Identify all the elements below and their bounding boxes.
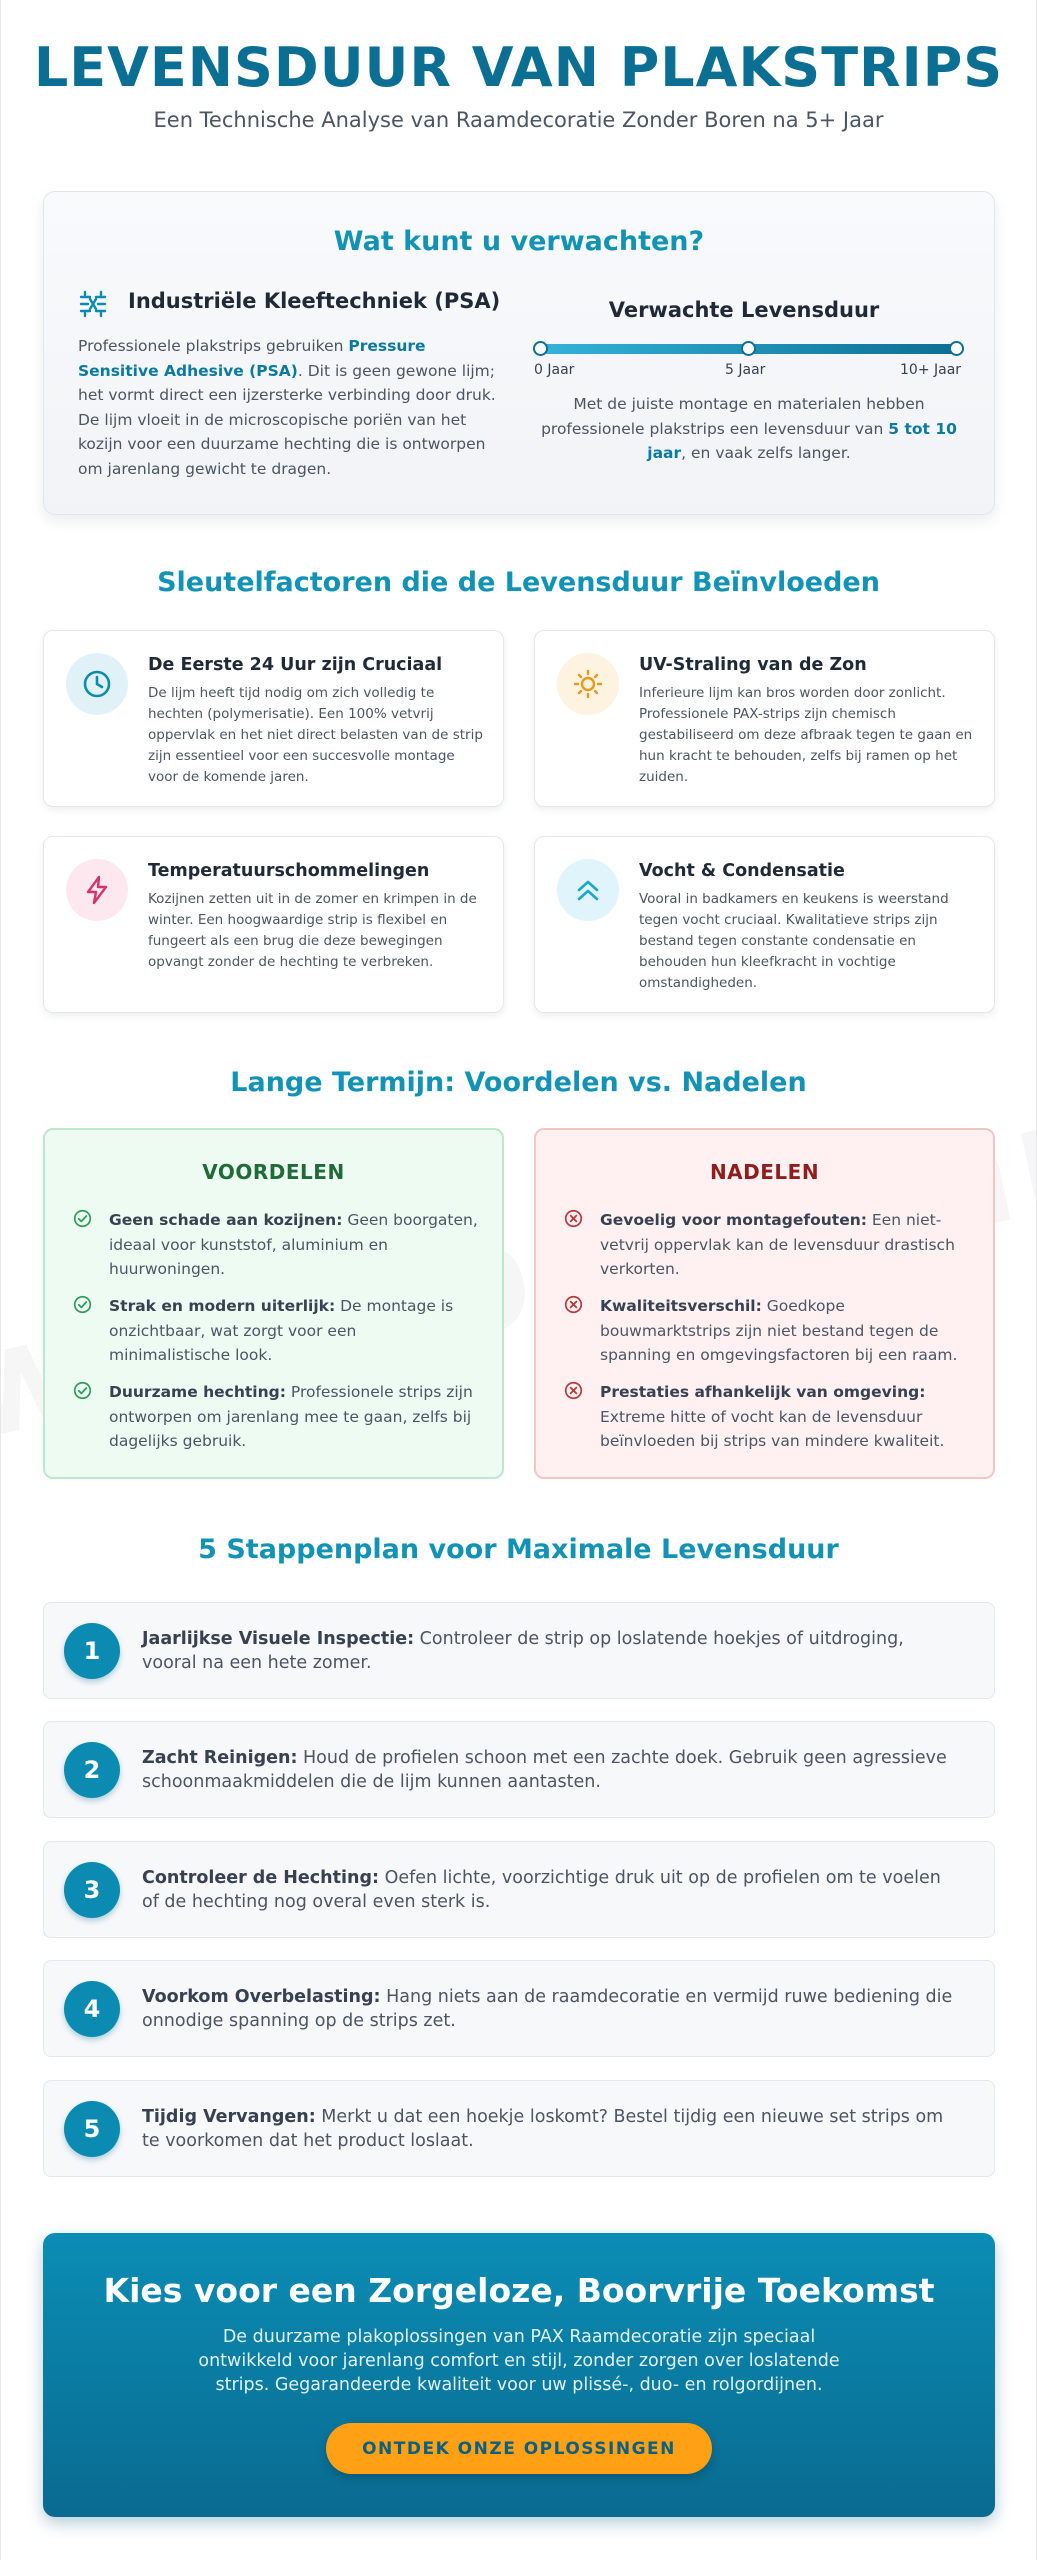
pros-box: VOORDELEN Geen schade aan kozijnen: Geen boorgaten, ideaal voor kunststof, aluminium en huurwoningen. Strak en modern uiterlijk: De montage is onzichtbaar, wat zorgt voor een minimalistische look. Duurzame hechting: Professionele strips zijn ontworpen om jarenlang mee te gaan, zelfs bij dagelijks gebruik. (43, 1128, 504, 1479)
lifespan-label-mid: 5 Jaar (725, 362, 766, 378)
pros-title: VOORDELEN (202, 1160, 345, 1184)
factor-card-uv (534, 630, 995, 807)
factors-title: Sleutelfactoren die de Levensduur Beïnvloeden (157, 567, 880, 598)
cons-box: NADELEN Gevoelig voor montagefouten: Een niet-vetvrij oppervlak kan de levensduur drastisch verkorten. Kwaliteitsverschil: Goedkope bouwmarktstrips zijn niet bestand tegen de spanning en omgevingsfactoren bij een raam. Prestaties afhankelijk van omgeving: Extreme hitte of vocht kan de levensduur beïnvloeden bij strips van mindere kwaliteit. (534, 1128, 995, 1479)
factor-text: De lijm heeft tijd nodig om zich volledig te hechten (polymerisatie). Een 100% vetvrij oppervlak en het niet direct belasten van de strip zijn essentieel voor een succesvolle montage voor de komende jaren. (148, 685, 483, 785)
step-item: 2 Zacht Reinigen: Houd de profielen schoon met een zachte doek. Gebruik geen agressieve schoonmaakmiddelen die de lijm kunnen aantasten. (43, 1721, 995, 1818)
lifespan-description: Met de juiste montage en materialen hebben professionele plakstrips een levensduur van 5 tot 10 jaar, en vaak zelfs langer. (541, 395, 957, 462)
lifespan-marker-start (533, 341, 548, 356)
chevrons-up-icon (557, 859, 619, 921)
psa-heading: Industriële Kleeftechniek (PSA) (128, 289, 501, 313)
step-number: 4 (64, 1981, 120, 2037)
factor-title: De Eerste 24 Uur zijn Cruciaal (148, 655, 443, 675)
psa-highlight: Pressure Sensitive Adhesive (PSA) (78, 337, 426, 380)
cta-banner (43, 2233, 995, 2517)
step-item: 3 Controleer de Hechting: Oefen lichte, voorzichtige druk uit op de profielen om te voelen of de hechting nog overal even sterk is. (43, 1841, 995, 1938)
lifespan-marker-end (949, 341, 964, 356)
factor-title: UV-Straling van de Zon (639, 655, 867, 675)
expectations-card (43, 191, 995, 515)
check-circle-icon (73, 1295, 92, 1314)
cons-title: NADELEN (709, 1160, 820, 1184)
lightning-icon (66, 859, 128, 921)
step-number: 2 (64, 1742, 120, 1798)
step-number: 5 (64, 2101, 120, 2157)
factor-card-temperature (43, 836, 504, 1013)
cta-text: De duurzame plakoplossingen van PAX Raamdecoratie zijn speciaal ontwikkeld voor jarenlang comfort en stijl, zonder zorgen over loslatende strips. Gegarandeerde kwaliteit voor uw plissé-, duo- en rolgordijnen. (198, 2327, 840, 2395)
factor-text: Inferieure lijm kan bros worden door zonlicht. Professionele PAX-strips zijn chemisch gestabiliseerd om deze afbraak tegen te gaan en hun kracht te behouden, zelfs bij ramen op het zuiden. (639, 685, 973, 785)
step-item: 4 Voorkom Overbelasting: Hang niets aan de raamdecoratie en vermijd ruwe bediening die onnodige spanning op de strips zet. (43, 1960, 995, 2057)
lifespan-label-end: 10+ Jaar (900, 362, 962, 378)
factor-title: Temperatuurschommelingen (148, 861, 430, 881)
x-circle-icon (564, 1209, 583, 1228)
factor-title: Vocht & Condensatie (639, 861, 845, 881)
lifespan-highlight: 5 tot 10 jaar (647, 419, 957, 462)
x-circle-icon (564, 1295, 583, 1314)
page-subtitle: Een Technische Analyse van Raamdecoratie Zonder Boren na 5+ Jaar (153, 108, 884, 132)
adhesive-strip-icon (78, 289, 108, 319)
step-number: 1 (64, 1623, 120, 1679)
factor-text: Kozijnen zetten uit in de zomer en krimpen in de winter. Een hoogwaardige strip is flexibel en fungeert als een brug die deze bewegingen opvangt zonder de hechting te verbreken. (148, 891, 477, 970)
factor-card-first-24-hours (43, 630, 504, 807)
factor-card-moisture (534, 836, 995, 1013)
comparison-title: Lange Termijn: Voordelen vs. Nadelen (230, 1067, 807, 1098)
psa-description: Professionele plakstrips gebruiken Pressure Sensitive Adhesive (PSA). Dit is geen gewone lijm; het vormt direct een ijzersterke verbinding door druk. De lijm vloeit in de microscopische poriën van het kozijn voor een duurzame hechting die is ontworpen om jarenlang gewicht te dragen. (78, 337, 496, 478)
lifespan-marker-mid (741, 341, 756, 356)
sun-icon (557, 653, 619, 715)
expectations-title: Wat kunt u verwachten? (333, 226, 705, 257)
page-title: LEVENSDUUR VAN PLAKSTRIPS (33, 36, 1004, 99)
step-number: 3 (64, 1862, 120, 1918)
clock-icon (66, 653, 128, 715)
lifespan-label-start: 0 Jaar (534, 362, 575, 378)
cta-title: Kies voor een Zorgeloze, Boorvrije Toekomst (103, 2271, 935, 2310)
discover-solutions-button[interactable]: ONTDEK ONZE OPLOSSINGEN (326, 2423, 712, 2474)
step-item: 5 Tijdig Vervangen: Merkt u dat een hoekje loskomt? Bestel tijdig een nieuwe set strips om te voorkomen dat het product loslaat. (43, 2080, 995, 2177)
x-circle-icon (564, 1381, 583, 1400)
lifespan-heading: Verwachte Levensduur (608, 298, 880, 322)
check-circle-icon (73, 1381, 92, 1400)
factor-text: Vooral in badkamers en keukens is weerstand tegen vocht cruciaal. Kwalitatieve strips zijn bestand tegen constante condensatie en behouden hun kleefkracht in vochtige omstandigheden. (639, 891, 949, 991)
steps-title: 5 Stappenplan voor Maximale Levensduur (198, 1534, 839, 1565)
step-item: 1 Jaarlijkse Visuele Inspectie: Controleer de strip op loslatende hoekjes of uitdroging, vooral na een hete zomer. (43, 1602, 995, 1699)
check-circle-icon (73, 1209, 92, 1228)
